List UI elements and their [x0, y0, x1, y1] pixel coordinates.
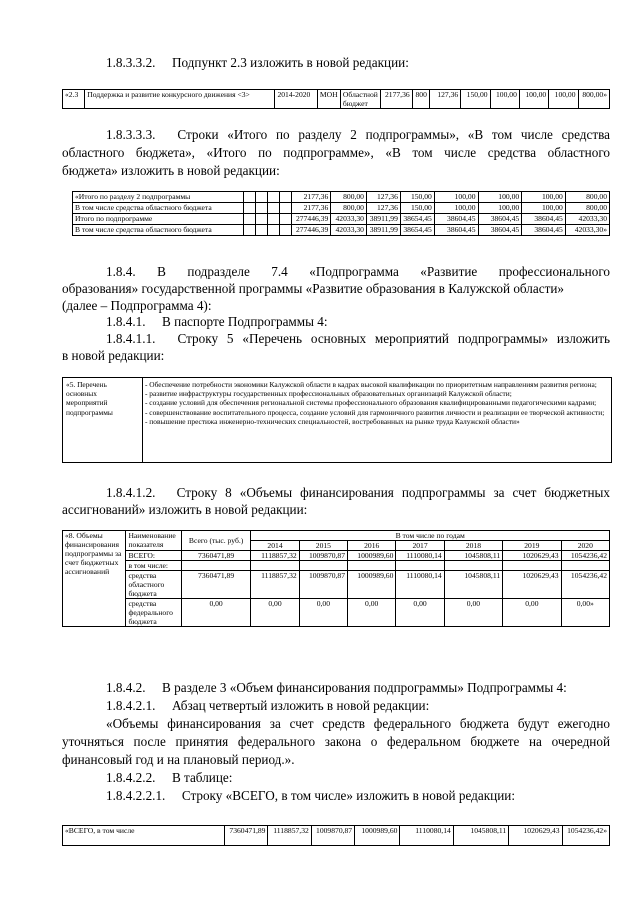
table-cell: 100,00	[522, 203, 566, 214]
table-cell: 1054236,42	[561, 551, 609, 561]
table-cell: 0,00»	[561, 599, 609, 627]
table-cell: 277446,39	[292, 214, 331, 225]
table-cell: 38604,45	[478, 225, 522, 236]
para-5-line7: 1.8.4.2.2.1. Строку «ВСЕГО, в том числе» изложить в новой редакции:	[106, 788, 515, 803]
para-5-line2: 1.8.4.2.1. Абзац четвертый изложить в новой редакции:	[106, 698, 430, 713]
table-financing	[62, 530, 610, 627]
table-cell: 42033,30	[331, 225, 367, 236]
table-cell	[280, 192, 292, 203]
table-cell: 1045808,11	[453, 826, 508, 846]
table-cell: в том числе:	[126, 561, 181, 571]
table-cell	[503, 561, 561, 571]
table-cell: 1000989,60	[348, 551, 396, 561]
table-row	[73, 203, 610, 214]
table-row	[73, 225, 610, 236]
table-cell: 100,00	[549, 90, 578, 109]
table-cell: В том числе по годам	[251, 531, 610, 541]
table-cell: 800	[412, 90, 429, 109]
table-row	[63, 571, 610, 599]
table-cell: 0,00	[503, 599, 561, 627]
table-cell	[396, 561, 444, 571]
para-3-line3: (далее – Подпрограмма 4):	[62, 298, 212, 313]
para-5-line6: 1.8.4.2.2. В таблице:	[106, 770, 233, 785]
table-cell: 38604,45	[434, 214, 478, 225]
para-2-line1: 1.8.3.3.3. Строки «Итого по разделу 2 подпрограммы», «В том числе средства	[106, 127, 610, 142]
para-3-line6: в новой редакции:	[62, 348, 165, 363]
list-item: - Обеспечение потребности экономики Калужской области в кадрах высокой квалификации по приоритетным направлениям развития региона;	[145, 380, 597, 389]
table-cell: 100,00	[522, 192, 566, 203]
table-cell	[268, 214, 280, 225]
table-cell: средства федерального бюджета	[126, 599, 181, 627]
table-cell: 127,36	[429, 90, 460, 109]
table-cell: 42033,30»	[565, 225, 609, 236]
table-cell: 1054236,42»	[562, 826, 609, 846]
table-cell: ВСЕГО:	[126, 551, 181, 561]
table-cell: Поддержка и развитие конкурсного движения <3>	[85, 90, 275, 109]
table-cell: 38604,45	[434, 225, 478, 236]
table-total-row	[62, 825, 610, 846]
table-cell: 1045808,11	[444, 571, 502, 599]
table-cell: 100,00	[434, 192, 478, 203]
table-cell: 277446,39	[292, 225, 331, 236]
table-cell	[256, 225, 268, 236]
list-item: - повышение престижа инженерно-технических специальностей, востребованных на рынке труда Калужской области»	[145, 416, 520, 426]
table-cell: 2014	[251, 541, 299, 551]
table-cell: 1110080,14	[396, 551, 444, 561]
para-5-line1: 1.8.4.2. В разделе 3 «Объем финансирования подпрограммы» Подпрограммы 4:	[106, 680, 567, 695]
table-cell: 7360471,89	[225, 826, 268, 846]
activities-label: «5. Перечень основных мероприятий подпрограммы	[63, 378, 143, 462]
table-row	[73, 214, 610, 225]
table-cell: 100,00	[490, 90, 519, 109]
table-cell	[280, 225, 292, 236]
table-cell: 1000989,60	[348, 571, 396, 599]
para-1: 1.8.3.3.2. Подпункт 2.3 изложить в новой редакции:	[106, 55, 409, 70]
table-cell: 1020629,43	[509, 826, 562, 846]
table-cell: 0,00	[299, 599, 347, 627]
table-cell: «2.3	[63, 90, 85, 109]
table-cell: 2018	[444, 541, 502, 551]
table-cell	[444, 561, 502, 571]
table-cell: 0,00	[396, 599, 444, 627]
activities-table	[62, 377, 612, 463]
table-cell	[244, 203, 256, 214]
table-cell: 38654,45	[400, 214, 434, 225]
table-cell: Наименование показателя	[126, 531, 181, 551]
table-cell: 1020629,43	[503, 571, 561, 599]
table-cell	[256, 192, 268, 203]
table-cell: 127,36	[366, 192, 400, 203]
para-3-line2: образования» государственной программы «Развитие образования в Калужской области»	[62, 281, 564, 296]
table-cell: МОН	[317, 90, 340, 109]
table-cell	[256, 203, 268, 214]
table-cell: 7360471,89	[181, 571, 251, 599]
table-row	[63, 599, 610, 627]
table-cell	[268, 192, 280, 203]
table-cell	[268, 203, 280, 214]
table-cell: 100,00	[478, 192, 522, 203]
list-item: - развитие инфраструктуры государственных профессиональных образовательных организаций Калужской области;	[145, 389, 512, 399]
table-cell: средства областного бюджета	[126, 571, 181, 599]
table-cell: 2015	[299, 541, 347, 551]
table-cell: 1009870,87	[299, 571, 347, 599]
table-row	[63, 531, 610, 541]
table-row	[63, 826, 610, 846]
table-cell: «8. Объемы финансирования подпрограммы за счет бюджетных ассигнований	[63, 531, 126, 627]
para-3-line5: 1.8.4.1.1. Строку 5 «Перечень основных мероприятий подпрограммы» изложить	[106, 331, 610, 346]
table-cell	[268, 225, 280, 236]
list-item: - совершенствование воспитательного процесса, создание условий для гармоничного развития личности и реализации ее творческой активности;	[145, 407, 605, 417]
table-cell: 42033,30	[565, 214, 609, 225]
para-4-line1: 1.8.4.1.2. Строку 8 «Объемы финансирования подпрограммы за счет бюджетных	[106, 485, 610, 500]
table-cell: 1118857,32	[251, 551, 299, 561]
table-row	[63, 561, 610, 571]
table-cell: 2020	[561, 541, 609, 551]
para-3-line1: 1.8.4. В подразделе 7.4 «Подпрограмма «Развитие профессионального	[106, 264, 610, 279]
table-cell: 150,00	[400, 192, 434, 203]
table-cell	[244, 214, 256, 225]
table-cell: 2019	[503, 541, 561, 551]
table-cell: 0,00	[251, 599, 299, 627]
activities-list	[143, 380, 608, 426]
table-cell: 1009870,87	[299, 551, 347, 561]
table-cell: 1000989,60	[355, 826, 400, 846]
para-5-line5: финансовый год и на плановый период.».	[62, 752, 295, 767]
table-cell	[244, 192, 256, 203]
table-cell: 1118857,32	[268, 826, 311, 846]
table-cell: 800,00	[331, 203, 367, 214]
table-cell: 1045808,11	[444, 551, 502, 561]
table-cell: 38911,99	[366, 214, 400, 225]
table-cell: 38654,45	[400, 225, 434, 236]
para-2-line3: бюджета» изложить в новой редакции:	[62, 163, 280, 178]
table-cell: 100,00	[434, 203, 478, 214]
table-cell: 1009870,87	[311, 826, 354, 846]
table-cell: 150,00	[461, 90, 490, 109]
table-cell	[181, 561, 251, 571]
table-cell	[280, 214, 292, 225]
table-cell: 2014-2020	[275, 90, 317, 109]
table-totals-section-2	[72, 191, 610, 236]
table-cell: 800,00	[565, 192, 609, 203]
table-row	[63, 90, 610, 109]
table-cell: В том числе средства областного бюджета	[73, 203, 244, 214]
table-cell: 38911,99	[366, 225, 400, 236]
table-subitem-2-3	[62, 89, 610, 109]
table-cell: 1118857,32	[251, 571, 299, 599]
table-cell: 1054236,42	[561, 571, 609, 599]
table-cell: Всего (тыс. руб.)	[181, 531, 251, 551]
table-cell	[256, 214, 268, 225]
table-cell: 2177,36	[292, 203, 331, 214]
table-cell	[244, 225, 256, 236]
para-2-line2: областного бюджета», «Итого по подпрограмме», «В том числе средства областного	[62, 145, 610, 160]
table-cell: 38604,45	[478, 214, 522, 225]
table-cell: В том числе средства областного бюджета	[73, 225, 244, 236]
table-cell: 150,00	[400, 203, 434, 214]
table-cell: 0,00	[181, 599, 251, 627]
table-cell	[348, 561, 396, 571]
table-cell: 100,00	[519, 90, 548, 109]
table-cell: 2017	[396, 541, 444, 551]
table-cell: 800,00	[565, 203, 609, 214]
table-cell: 1110080,14	[400, 826, 453, 846]
para-4-line2: ассигнований» изложить в новой редакции:	[62, 502, 308, 517]
table-cell: 42033,30	[331, 214, 367, 225]
table-cell: 2177,36	[292, 192, 331, 203]
table-cell	[280, 203, 292, 214]
table-cell	[251, 561, 299, 571]
table-cell: «Итого по разделу 2 подпрограммы	[73, 192, 244, 203]
table-cell: 127,36	[366, 203, 400, 214]
table-cell: 38604,45	[522, 225, 566, 236]
table-cell: Итого по подпрограмме	[73, 214, 244, 225]
table-cell: Областной бюджет	[340, 90, 380, 109]
table-cell: 38604,45	[522, 214, 566, 225]
list-item: - создание условий для обеспечения региональной системы профессионального образования квалифицированными педагогическими кадрами;	[145, 398, 597, 408]
table-cell: 800,00»	[578, 90, 609, 109]
table-cell	[561, 561, 609, 571]
table-cell: 100,00	[478, 203, 522, 214]
table-cell: 2177,36	[381, 90, 412, 109]
table-cell	[299, 561, 347, 571]
table-row	[63, 551, 610, 561]
table-cell: 0,00	[444, 599, 502, 627]
table-cell: 1020629,43	[503, 551, 561, 561]
table-cell: 2016	[348, 541, 396, 551]
table-cell: 1110080,14	[396, 571, 444, 599]
para-3-line4: 1.8.4.1. В паспорте Подпрограммы 4:	[106, 314, 328, 329]
table-cell: 800,00	[331, 192, 367, 203]
table-cell: 0,00	[348, 599, 396, 627]
para-5-line4: уточняться после принятия федерального закона о федеральном бюджете на очередной	[62, 734, 610, 749]
para-5-line3: «Объемы финансирования за счет средств федерального бюджета будут ежегодно	[106, 716, 610, 731]
table-cell: 7360471,89	[181, 551, 251, 561]
table-cell: «ВСЕГО, в том числе	[63, 826, 225, 846]
table-row	[73, 192, 610, 203]
